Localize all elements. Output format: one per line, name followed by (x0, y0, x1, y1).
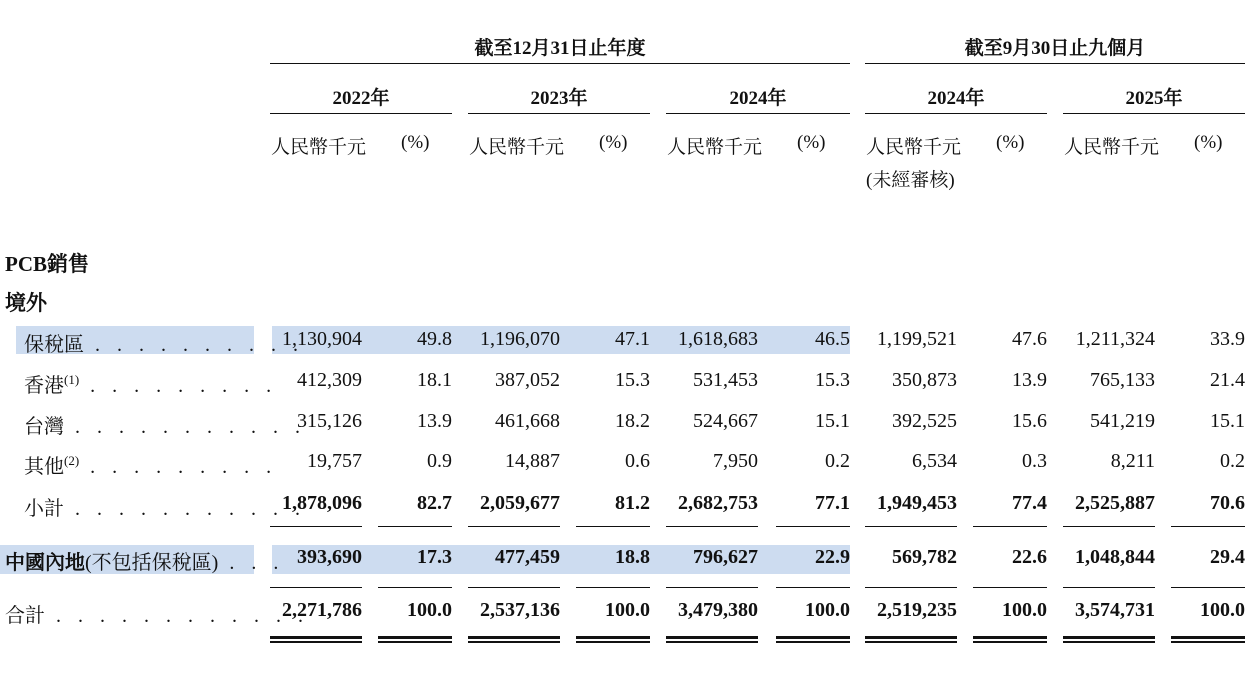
leader-dots: . . . . . . . . . . . (64, 416, 306, 438)
table-cell: 2,682,753 (678, 492, 758, 514)
row-label-text: 保稅區 (24, 334, 84, 356)
table-cell: 796,627 (693, 546, 758, 568)
footnote-ref: (2) (64, 453, 80, 468)
table-cell: 1,199,521 (877, 328, 957, 350)
year-rule-2022 (270, 113, 452, 114)
total-overline-1 (270, 587, 362, 588)
total-double-rule-4 (576, 636, 650, 643)
table-cell: 100.0 (1002, 599, 1047, 621)
row-label-text: 中國內地 (5, 552, 85, 574)
subtotal-underline-1 (270, 526, 362, 527)
table-cell: 21.4 (1210, 369, 1245, 391)
table-cell: 33.9 (1210, 328, 1245, 350)
table-cell: 477,459 (495, 546, 560, 568)
total-double-rule-2 (378, 636, 452, 643)
year-rule-2024-nine (865, 113, 1047, 114)
subtotal-underline-5 (666, 526, 758, 527)
table-cell: 1,949,453 (877, 492, 957, 514)
table-cell: 3,574,731 (1075, 599, 1155, 621)
table-cell: 15.3 (615, 369, 650, 391)
year-header-2024: 2024年 (729, 88, 787, 109)
row-label-text: 台灣 (24, 416, 64, 438)
table-cell: 350,873 (892, 369, 957, 391)
table-cell: 18.1 (417, 369, 452, 391)
leader-dots: . . . . . . . . . (79, 375, 278, 397)
total-double-rule-8 (973, 636, 1047, 643)
unit-pct-2022: (%) (401, 132, 430, 153)
group-header-nine-months: 截至9月30日止九個月 (964, 38, 1146, 59)
total-double-rule-7 (865, 636, 957, 643)
total-double-rule-10 (1171, 636, 1245, 643)
table-cell: 100.0 (1200, 599, 1245, 621)
leader-dots: . . . . . . . . . (79, 456, 278, 478)
table-cell: 8,211 (1110, 450, 1155, 472)
total-double-rule-3 (468, 636, 560, 643)
table-cell: 22.6 (1012, 546, 1047, 568)
table-cell: 18.2 (615, 410, 650, 432)
table-cell: 2,271,786 (282, 599, 362, 621)
table-cell: 2,059,677 (480, 492, 560, 514)
subtotal-underline-6 (776, 526, 850, 527)
table-cell: 70.6 (1210, 492, 1245, 514)
table-cell: 1,130,904 (282, 328, 362, 350)
year-header-2024-nine: 2024年 (927, 88, 985, 109)
table-cell: 18.8 (615, 546, 650, 568)
unit-pct-2024-nine: (%) (996, 132, 1025, 153)
total-overline-4 (576, 587, 650, 588)
year-header-2025: 2025年 (1125, 88, 1183, 109)
leader-dots: . . . . . . . . . . . . (45, 605, 309, 627)
subtotal-underline-4 (576, 526, 650, 527)
total-double-rule-5 (666, 636, 758, 643)
table-cell: 1,878,096 (282, 492, 362, 514)
table-cell: 0.3 (1022, 450, 1047, 472)
row-label-text: 小計 (24, 498, 64, 520)
table-cell: 0.2 (1220, 450, 1245, 472)
total-overline-5 (666, 587, 758, 588)
table-cell: 77.1 (815, 492, 850, 514)
table-cell: 15.3 (815, 369, 850, 391)
year-header-2022: 2022年 (332, 88, 390, 109)
group-header-year: 截至12月31日止年度 (474, 38, 646, 59)
table-cell: 17.3 (417, 546, 452, 568)
table-cell: 392,525 (892, 410, 957, 432)
table-cell: 14,887 (505, 450, 560, 472)
total-double-rule-1 (270, 636, 362, 643)
total-overline-10 (1171, 587, 1245, 588)
table-cell: 2,525,887 (1075, 492, 1155, 514)
row-label-suffix: (不包括保稅區) (85, 552, 219, 574)
table-cell: 13.9 (417, 410, 452, 432)
table-cell: 47.1 (615, 328, 650, 350)
table-cell: 29.4 (1210, 546, 1245, 568)
table-cell: 2,519,235 (877, 599, 957, 621)
unit-rmb-2024-nine: 人民幣千元 (866, 137, 962, 158)
table-cell: 7,950 (713, 450, 758, 472)
subtotal-underline-3 (468, 526, 560, 527)
table-cell: 46.5 (815, 328, 850, 350)
unit-rmb-2023: 人民幣千元 (469, 137, 565, 158)
table-cell: 0.2 (825, 450, 850, 472)
row-label-text: 其他 (24, 456, 64, 478)
section-pcb-sales: PCB銷售 (5, 252, 89, 276)
year-rule-2023 (468, 113, 650, 114)
table-cell: 412,309 (297, 369, 362, 391)
unit-unaudited: (未經審核) (866, 170, 955, 191)
leader-dots: . . . . . . . . . . (84, 334, 304, 356)
year-header-2023: 2023年 (530, 88, 588, 109)
total-overline-2 (378, 587, 452, 588)
table-cell: 77.4 (1012, 492, 1047, 514)
table-cell: 524,667 (693, 410, 758, 432)
subtotal-underline-10 (1171, 526, 1245, 527)
table-cell: 100.0 (805, 599, 850, 621)
table-cell: 13.9 (1012, 369, 1047, 391)
total-double-rule-9 (1063, 636, 1155, 643)
table-cell: 49.8 (417, 328, 452, 350)
year-rule-2025 (1063, 113, 1245, 114)
year-rule-2024 (666, 113, 850, 114)
table-cell: 100.0 (407, 599, 452, 621)
table-cell: 1,618,683 (678, 328, 758, 350)
table-cell: 81.2 (615, 492, 650, 514)
table-cell: 387,052 (495, 369, 560, 391)
row-label-hong-kong (24, 369, 277, 398)
section-overseas: 境外 (5, 291, 47, 315)
unit-rmb-2022: 人民幣千元 (271, 137, 367, 158)
table-cell: 22.9 (815, 546, 850, 568)
table-cell: 765,133 (1090, 369, 1155, 391)
table-cell: 0.6 (625, 450, 650, 472)
table-cell: 569,782 (892, 546, 957, 568)
table-cell: 393,690 (297, 546, 362, 568)
subtotal-underline-2 (378, 526, 452, 527)
unit-pct-2024: (%) (797, 132, 826, 153)
table-cell: 461,668 (495, 410, 560, 432)
table-cell: 541,219 (1090, 410, 1155, 432)
table-cell: 3,479,380 (678, 599, 758, 621)
total-overline-3 (468, 587, 560, 588)
unit-rmb-2024: 人民幣千元 (667, 137, 763, 158)
footnote-ref: (1) (64, 372, 80, 387)
table-cell: 6,534 (912, 450, 957, 472)
row-label-others (24, 450, 277, 479)
table-cell: 47.6 (1012, 328, 1047, 350)
row-label-text: 合計 (5, 605, 45, 627)
unit-pct-2025: (%) (1194, 132, 1223, 153)
row-label-text: 香港 (24, 375, 64, 397)
unit-rmb-2025: 人民幣千元 (1064, 137, 1160, 158)
table-cell: 82.7 (417, 492, 452, 514)
total-overline-6 (776, 587, 850, 588)
table-cell: 15.1 (1210, 410, 1245, 432)
unit-pct-2023: (%) (599, 132, 628, 153)
row-label-mainland (5, 546, 284, 575)
table-cell: 1,211,324 (1075, 328, 1155, 350)
leader-dots: . . . . . . . . . . . (64, 498, 306, 520)
table-cell: 100.0 (605, 599, 650, 621)
table-cell: 531,453 (693, 369, 758, 391)
table-cell: 2,537,136 (480, 599, 560, 621)
total-double-rule-6 (776, 636, 850, 643)
leader-dots: . . . (218, 552, 285, 574)
table-cell: 15.1 (815, 410, 850, 432)
subtotal-underline-9 (1063, 526, 1155, 527)
total-overline-8 (973, 587, 1047, 588)
table-cell: 0.9 (427, 450, 452, 472)
subtotal-underline-8 (973, 526, 1047, 527)
subtotal-underline-7 (865, 526, 957, 527)
table-cell: 19,757 (307, 450, 362, 472)
table-cell: 315,126 (297, 410, 362, 432)
table-cell: 15.6 (1012, 410, 1047, 432)
group-rule-nine-months (865, 63, 1245, 64)
group-rule-year (270, 63, 850, 64)
table-cell: 1,048,844 (1075, 546, 1155, 568)
total-overline-7 (865, 587, 957, 588)
table-cell: 1,196,070 (480, 328, 560, 350)
total-overline-9 (1063, 587, 1155, 588)
